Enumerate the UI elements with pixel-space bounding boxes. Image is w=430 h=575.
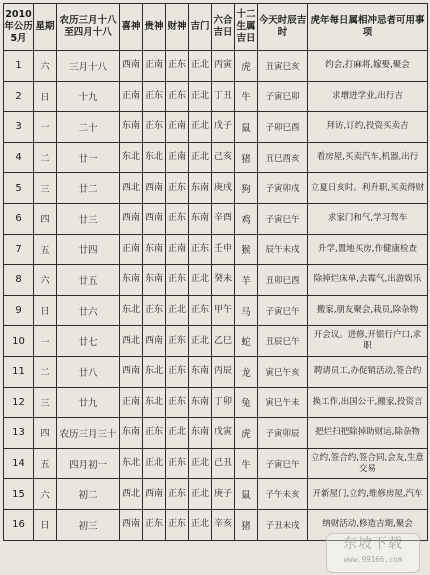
cell-guishen: 正东 — [143, 112, 166, 143]
cell-xishen: 西南 — [120, 203, 143, 234]
cell-xishen: 东南 — [120, 265, 143, 296]
cell-date: 6 — [4, 203, 34, 234]
cell-caishen: 正东 — [166, 265, 189, 296]
cell-jimen: 正北 — [189, 265, 212, 296]
cell-date: 13 — [4, 418, 34, 449]
cell-hours: 子寅巳午 — [258, 448, 308, 479]
table-row — [4, 418, 428, 449]
cell-shengxiao: 猴 — [235, 234, 258, 265]
cell-liuhe: 己亥 — [212, 142, 235, 173]
cell-guishen: 正南 — [143, 51, 166, 82]
cell-date: 4 — [4, 142, 34, 173]
cell-hours: 寅巳午未 — [258, 387, 308, 418]
cell-notes: 搬家,朋友聚会,栽员,除杂物 — [308, 295, 428, 326]
cell-shengxiao: 鸡 — [235, 203, 258, 234]
cell-notes: 立夏日亥时。利升职,买卖得财 — [308, 173, 428, 204]
cell-date: 11 — [4, 356, 34, 387]
cell-shengxiao: 羊 — [235, 265, 258, 296]
cell-lunar: 廿三 — [57, 203, 120, 234]
cell-jimen: 正北 — [189, 142, 212, 173]
cell-weekday: 五 — [34, 448, 57, 479]
cell-jimen: 正北 — [189, 326, 212, 357]
cell-xishen: 西南 — [120, 51, 143, 82]
cell-liuhe: 丙辰 — [212, 356, 235, 387]
cell-date: 9 — [4, 295, 34, 326]
header-row — [4, 4, 428, 51]
cell-hours: 子寅巳午 — [258, 295, 308, 326]
cell-guishen: 正东 — [143, 295, 166, 326]
cell-lunar: 廿九 — [57, 387, 120, 418]
cell-jimen: 东南 — [189, 173, 212, 204]
header-guishen: 贵神 — [143, 4, 166, 51]
cell-guishen: 西南 — [143, 173, 166, 204]
cell-date: 16 — [4, 509, 34, 540]
cell-liuhe: 戊寅 — [212, 418, 235, 449]
cell-hours: 子寅巳午 — [258, 203, 308, 234]
cell-liuhe: 丁卯 — [212, 387, 235, 418]
watermark-url: www.99166.com — [343, 555, 403, 564]
table-row — [4, 265, 428, 296]
cell-xishen: 正南 — [120, 387, 143, 418]
cell-guishen: 东南 — [143, 234, 166, 265]
cell-lunar: 廿四 — [57, 234, 120, 265]
cell-guishen: 东北 — [143, 142, 166, 173]
cell-date: 15 — [4, 479, 34, 510]
cell-hours: 子寅卯戌 — [258, 173, 308, 204]
cell-liuhe: 己丑 — [212, 448, 235, 479]
cell-guishen: 东北 — [143, 387, 166, 418]
cell-shengxiao: 马 — [235, 295, 258, 326]
cell-jimen: 正北 — [189, 509, 212, 540]
table-row — [4, 326, 428, 357]
cell-caishen: 正东 — [166, 356, 189, 387]
cell-notes: 求增进学业,出行吉 — [308, 81, 428, 112]
cell-xishen: 东北 — [120, 448, 143, 479]
cell-lunar: 廿八 — [57, 356, 120, 387]
cell-lunar: 廿六 — [57, 295, 120, 326]
cell-jimen: 东南 — [189, 418, 212, 449]
cell-jimen: 东南 — [189, 203, 212, 234]
cell-lunar: 廿七 — [57, 326, 120, 357]
cell-caishen: 正北 — [166, 295, 189, 326]
cell-hours: 丑巳酉亥 — [258, 142, 308, 173]
cell-guishen: 正东 — [143, 418, 166, 449]
cell-date: 10 — [4, 326, 34, 357]
cell-jimen: 正东 — [189, 295, 212, 326]
table-row — [4, 81, 428, 112]
cell-guishen: 西南 — [143, 326, 166, 357]
cell-jimen: 东南 — [189, 356, 212, 387]
cell-shengxiao: 虎 — [235, 51, 258, 82]
cell-liuhe: 戊子 — [212, 112, 235, 143]
cell-notes: 换工作,出国公干,搬家,投资言 — [308, 387, 428, 418]
table-row — [4, 142, 428, 173]
cell-notes: 约会,打麻将,嫁娶,聚会 — [308, 51, 428, 82]
header-liuhe: 六合吉日 — [212, 4, 235, 51]
cell-shengxiao: 鼠 — [235, 479, 258, 510]
cell-notes: 看房屋,买卖汽车,机器,出行 — [308, 142, 428, 173]
cell-shengxiao: 鼠 — [235, 112, 258, 143]
cell-weekday: 三 — [34, 173, 57, 204]
cell-weekday: 四 — [34, 418, 57, 449]
cell-caishen: 正东 — [166, 448, 189, 479]
cell-shengxiao: 猪 — [235, 142, 258, 173]
cell-caishen: 正东 — [166, 509, 189, 540]
header-hours: 今天时辰吉时 — [258, 4, 308, 51]
cell-weekday: 四 — [34, 203, 57, 234]
cell-notes: 把烂扫把除掉助财运,除杂物 — [308, 418, 428, 449]
cell-date: 3 — [4, 112, 34, 143]
header-lunar: 农历三月十八至四月十八 — [57, 4, 120, 51]
header-caishen: 财神 — [166, 4, 189, 51]
cell-shengxiao: 狗 — [235, 173, 258, 204]
cell-caishen: 正东 — [166, 387, 189, 418]
cell-caishen: 正东 — [166, 81, 189, 112]
cell-weekday: 三 — [34, 387, 57, 418]
cell-jimen: 正北 — [189, 51, 212, 82]
cell-shengxiao: 猪 — [235, 509, 258, 540]
cell-weekday: 一 — [34, 326, 57, 357]
cell-notes: 纳财活动,修造吉期,聚会 — [308, 509, 428, 540]
cell-liuhe: 甲午 — [212, 295, 235, 326]
cell-hours: 寅巳午亥 — [258, 356, 308, 387]
cell-xishen: 西北 — [120, 326, 143, 357]
cell-weekday: 六 — [34, 479, 57, 510]
cell-liuhe: 庚子 — [212, 479, 235, 510]
table-row — [4, 112, 428, 143]
cell-date: 7 — [4, 234, 34, 265]
cell-lunar: 廿二 — [57, 173, 120, 204]
cell-hours: 子寅卯辰 — [258, 418, 308, 449]
cell-weekday: 五 — [34, 234, 57, 265]
cell-hours: 子寅巳卯 — [258, 81, 308, 112]
header-shengxiao: 十二生属吉日 — [235, 4, 258, 51]
cell-liuhe: 癸未 — [212, 265, 235, 296]
cell-xishen: 西北 — [120, 173, 143, 204]
cell-xishen: 西南 — [120, 509, 143, 540]
cell-notes: 求家门和气,学习驾车 — [308, 203, 428, 234]
cell-caishen: 正南 — [166, 142, 189, 173]
header-date: 2010年公历5月 — [4, 4, 34, 51]
cell-caishen: 正东 — [166, 203, 189, 234]
cell-notes: 立约,签合约,签合同,会友,生意交易 — [308, 448, 428, 479]
cell-hours: 子午未亥 — [258, 479, 308, 510]
cell-lunar: 初二 — [57, 479, 120, 510]
header-jimen: 吉门 — [189, 4, 212, 51]
cell-jimen: 东南 — [189, 387, 212, 418]
cell-lunar: 农历三月三十 — [57, 418, 120, 449]
cell-weekday: 日 — [34, 295, 57, 326]
table-row — [4, 203, 428, 234]
cell-xishen: 东北 — [120, 295, 143, 326]
cell-lunar: 三月十八 — [57, 51, 120, 82]
cell-weekday: 二 — [34, 356, 57, 387]
cell-date: 8 — [4, 265, 34, 296]
cell-liuhe: 辛亥 — [212, 509, 235, 540]
cell-lunar: 十九 — [57, 81, 120, 112]
cell-xishen: 东北 — [120, 142, 143, 173]
cell-weekday: 二 — [34, 142, 57, 173]
cell-jimen: 正东 — [189, 234, 212, 265]
cell-shengxiao: 蛇 — [235, 326, 258, 357]
cell-hours: 丑寅巳亥 — [258, 51, 308, 82]
almanac-table — [3, 3, 428, 541]
cell-xishen: 东南 — [120, 418, 143, 449]
cell-hours: 辰午未戌 — [258, 234, 308, 265]
table-row — [4, 479, 428, 510]
cell-caishen: 正东 — [166, 173, 189, 204]
cell-guishen: 西南 — [143, 479, 166, 510]
cell-guishen: 东南 — [143, 265, 166, 296]
cell-lunar: 初三 — [57, 509, 120, 540]
cell-liuhe: 乙巳 — [212, 326, 235, 357]
cell-lunar: 二十 — [57, 112, 120, 143]
cell-notes: 升学,置地买房,作健康检查 — [308, 234, 428, 265]
cell-guishen: 正东 — [143, 81, 166, 112]
table-row — [4, 51, 428, 82]
cell-weekday: 日 — [34, 81, 57, 112]
cell-guishen: 正东 — [143, 509, 166, 540]
cell-weekday: 六 — [34, 265, 57, 296]
cell-shengxiao: 虎 — [235, 418, 258, 449]
cell-liuhe: 丙寅 — [212, 51, 235, 82]
cell-weekday: 一 — [34, 112, 57, 143]
cell-notes: 开会议。进修,开银行户口,求职 — [308, 326, 428, 357]
cell-liuhe: 辛酉 — [212, 203, 235, 234]
cell-lunar: 廿五 — [57, 265, 120, 296]
cell-notes: 聘请员工,办促销活动,签合约 — [308, 356, 428, 387]
cell-shengxiao: 牛 — [235, 448, 258, 479]
cell-caishen: 正东 — [166, 479, 189, 510]
header-notes: 虎年每日属相冲忌者可用事项 — [308, 4, 428, 51]
cell-jimen: 正北 — [189, 112, 212, 143]
cell-date: 2 — [4, 81, 34, 112]
cell-caishen: 正南 — [166, 234, 189, 265]
cell-jimen: 正北 — [189, 81, 212, 112]
table-row — [4, 448, 428, 479]
cell-xishen: 西南 — [120, 356, 143, 387]
site-watermark — [326, 533, 420, 573]
table-row — [4, 387, 428, 418]
cell-lunar: 四月初一 — [57, 448, 120, 479]
cell-caishen: 正北 — [166, 418, 189, 449]
table-row — [4, 356, 428, 387]
cell-date: 1 — [4, 51, 34, 82]
header-xishen: 喜神 — [120, 4, 143, 51]
cell-notes: 拜访,订约,投资买卖吉 — [308, 112, 428, 143]
cell-shengxiao: 牛 — [235, 81, 258, 112]
cell-weekday: 六 — [34, 51, 57, 82]
cell-notes: 开新屋门,立约,维修房屋,汽车 — [308, 479, 428, 510]
cell-shengxiao: 龙 — [235, 356, 258, 387]
cell-shengxiao: 兔 — [235, 387, 258, 418]
cell-xishen: 东南 — [120, 112, 143, 143]
cell-date: 12 — [4, 387, 34, 418]
watermark-logo: 东坡下载 — [343, 536, 403, 552]
cell-lunar: 廿一 — [57, 142, 120, 173]
cell-hours: 丑辰巳午 — [258, 326, 308, 357]
cell-caishen: 正南 — [166, 112, 189, 143]
cell-liuhe: 壬申 — [212, 234, 235, 265]
cell-xishen: 正南 — [120, 81, 143, 112]
cell-guishen: 东北 — [143, 356, 166, 387]
cell-liuhe: 丁丑 — [212, 81, 235, 112]
cell-caishen: 正东 — [166, 51, 189, 82]
cell-hours: 子卯巳酉 — [258, 112, 308, 143]
header-weekday: 星期 — [34, 4, 57, 51]
table-row — [4, 295, 428, 326]
cell-notes: 除掉烂床单,去霉气,出游娱乐 — [308, 265, 428, 296]
cell-guishen: 西南 — [143, 203, 166, 234]
cell-jimen: 正北 — [189, 448, 212, 479]
cell-guishen: 正北 — [143, 448, 166, 479]
table-row — [4, 234, 428, 265]
table-row — [4, 173, 428, 204]
cell-xishen: 正南 — [120, 234, 143, 265]
cell-jimen: 正北 — [189, 479, 212, 510]
cell-hours: 子丑未戌 — [258, 509, 308, 540]
cell-hours: 丑卯巳酉 — [258, 265, 308, 296]
cell-date: 14 — [4, 448, 34, 479]
cell-liuhe: 庚戌 — [212, 173, 235, 204]
cell-weekday: 日 — [34, 509, 57, 540]
cell-caishen: 正东 — [166, 326, 189, 357]
cell-date: 5 — [4, 173, 34, 204]
cell-xishen: 西北 — [120, 479, 143, 510]
